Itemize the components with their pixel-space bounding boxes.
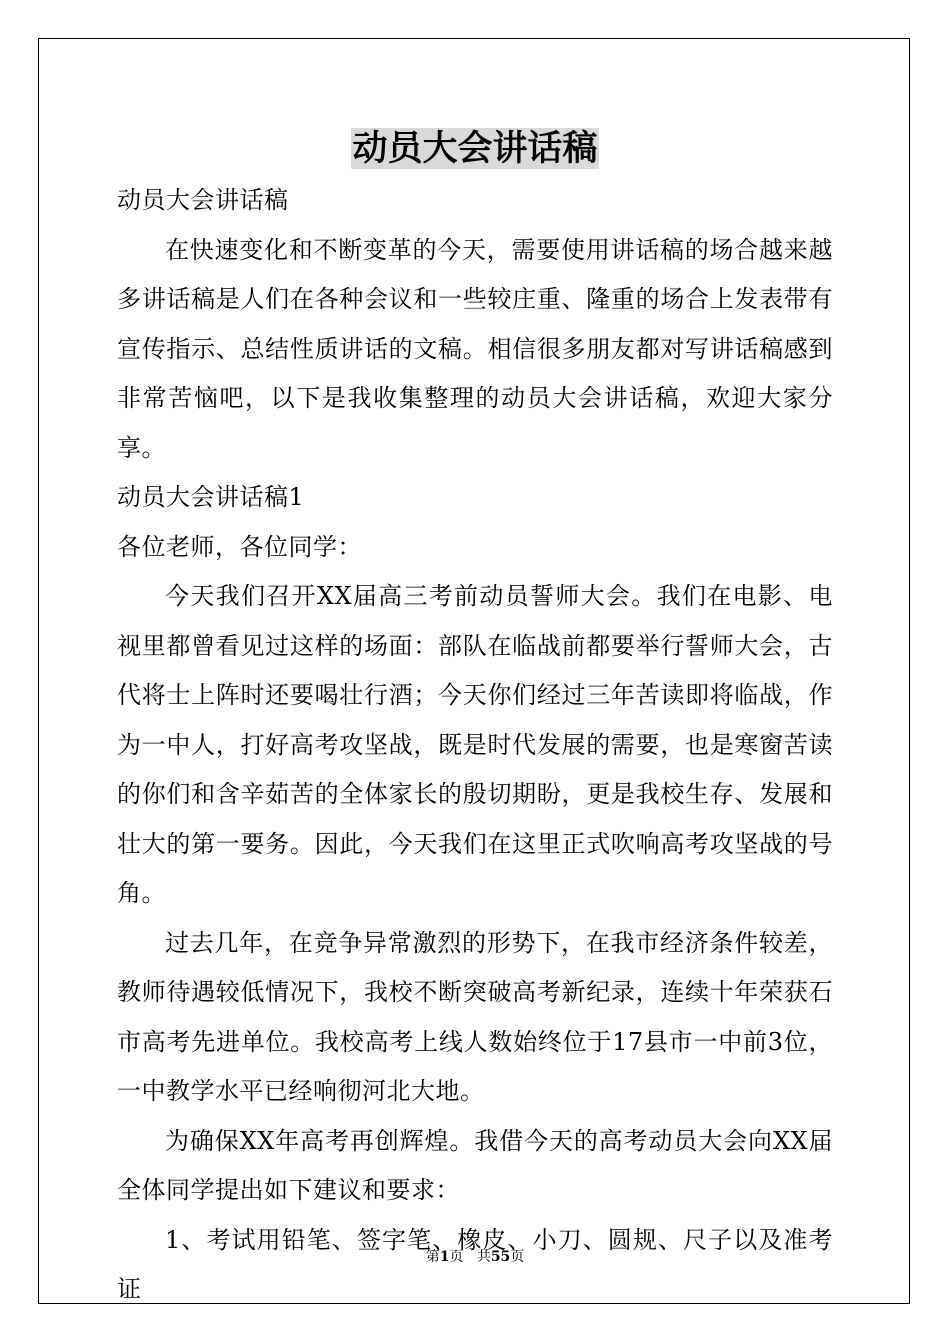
page-footer [0,1247,950,1267]
paragraph: 动员大会讲话稿1 [117,483,305,511]
page-prefix: 第 [425,1249,440,1265]
paragraph: 1、考试用铅笔、签字笔、橡皮、小刀、圆规、尺子以及准考证 [117,1225,833,1303]
paragraph: 动员大会讲话稿 [117,186,289,214]
total-prefix: 共 [476,1249,491,1265]
page-suffix: 页 [449,1249,464,1265]
total-pages: 55 [490,1249,511,1265]
paragraph: 为确保XX年高考再创辉煌。我借今天的高考动员大会向XX届全体同学提出如下建议和要求： [117,1126,833,1204]
total-suffix: 页 [510,1249,525,1265]
paragraph: 过去几年，在竞争异常激烈的形势下，在我市经济条件较差，教师待遇较低情况下，我校不断突破高考新纪录，连续十年荣获石市高考先进单位。我校高考上线人数始终位于17县市一中前3位，一中教学水平已经响彻河北大地。 [117,928,833,1105]
page-number: 1 [439,1249,450,1265]
paragraph: 在快速变化和不断变革的今天，需要使用讲话稿的场合越来越多讲话稿是人们在各种会议和一些较庄重、隆重的场合上发表带有宣传指示、总结性质讲话的文稿。相信很多朋友都对写讲话稿感到非常苦恼吧，以下是我收集整理的动员大会讲话稿，欢迎大家分享。 [117,235,833,462]
document-title [0,126,950,172]
document-title-text: 动员大会讲话稿 [352,128,598,169]
document-body [117,176,833,1315]
paragraph: 各位老师，各位同学： [117,532,362,561]
paragraph: 今天我们召开XX届高三考前动员誓师大会。我们在电影、电视里都曾看见过这样的场面：部队在临战前都要举行誓师大会，古代将士上阵时还要喝壮行酒；今天你们经过三年苦读即将临战，作为一中人，打好高考攻坚战，既是时代发展的需要，也是寒窗苦读的你们和含辛茹苦的全体家长的殷切期盼，更是我校生存、发展和壮大的第一要务。因此，今天我们在这里正式吹响高考攻坚战的号角。 [117,582,833,907]
